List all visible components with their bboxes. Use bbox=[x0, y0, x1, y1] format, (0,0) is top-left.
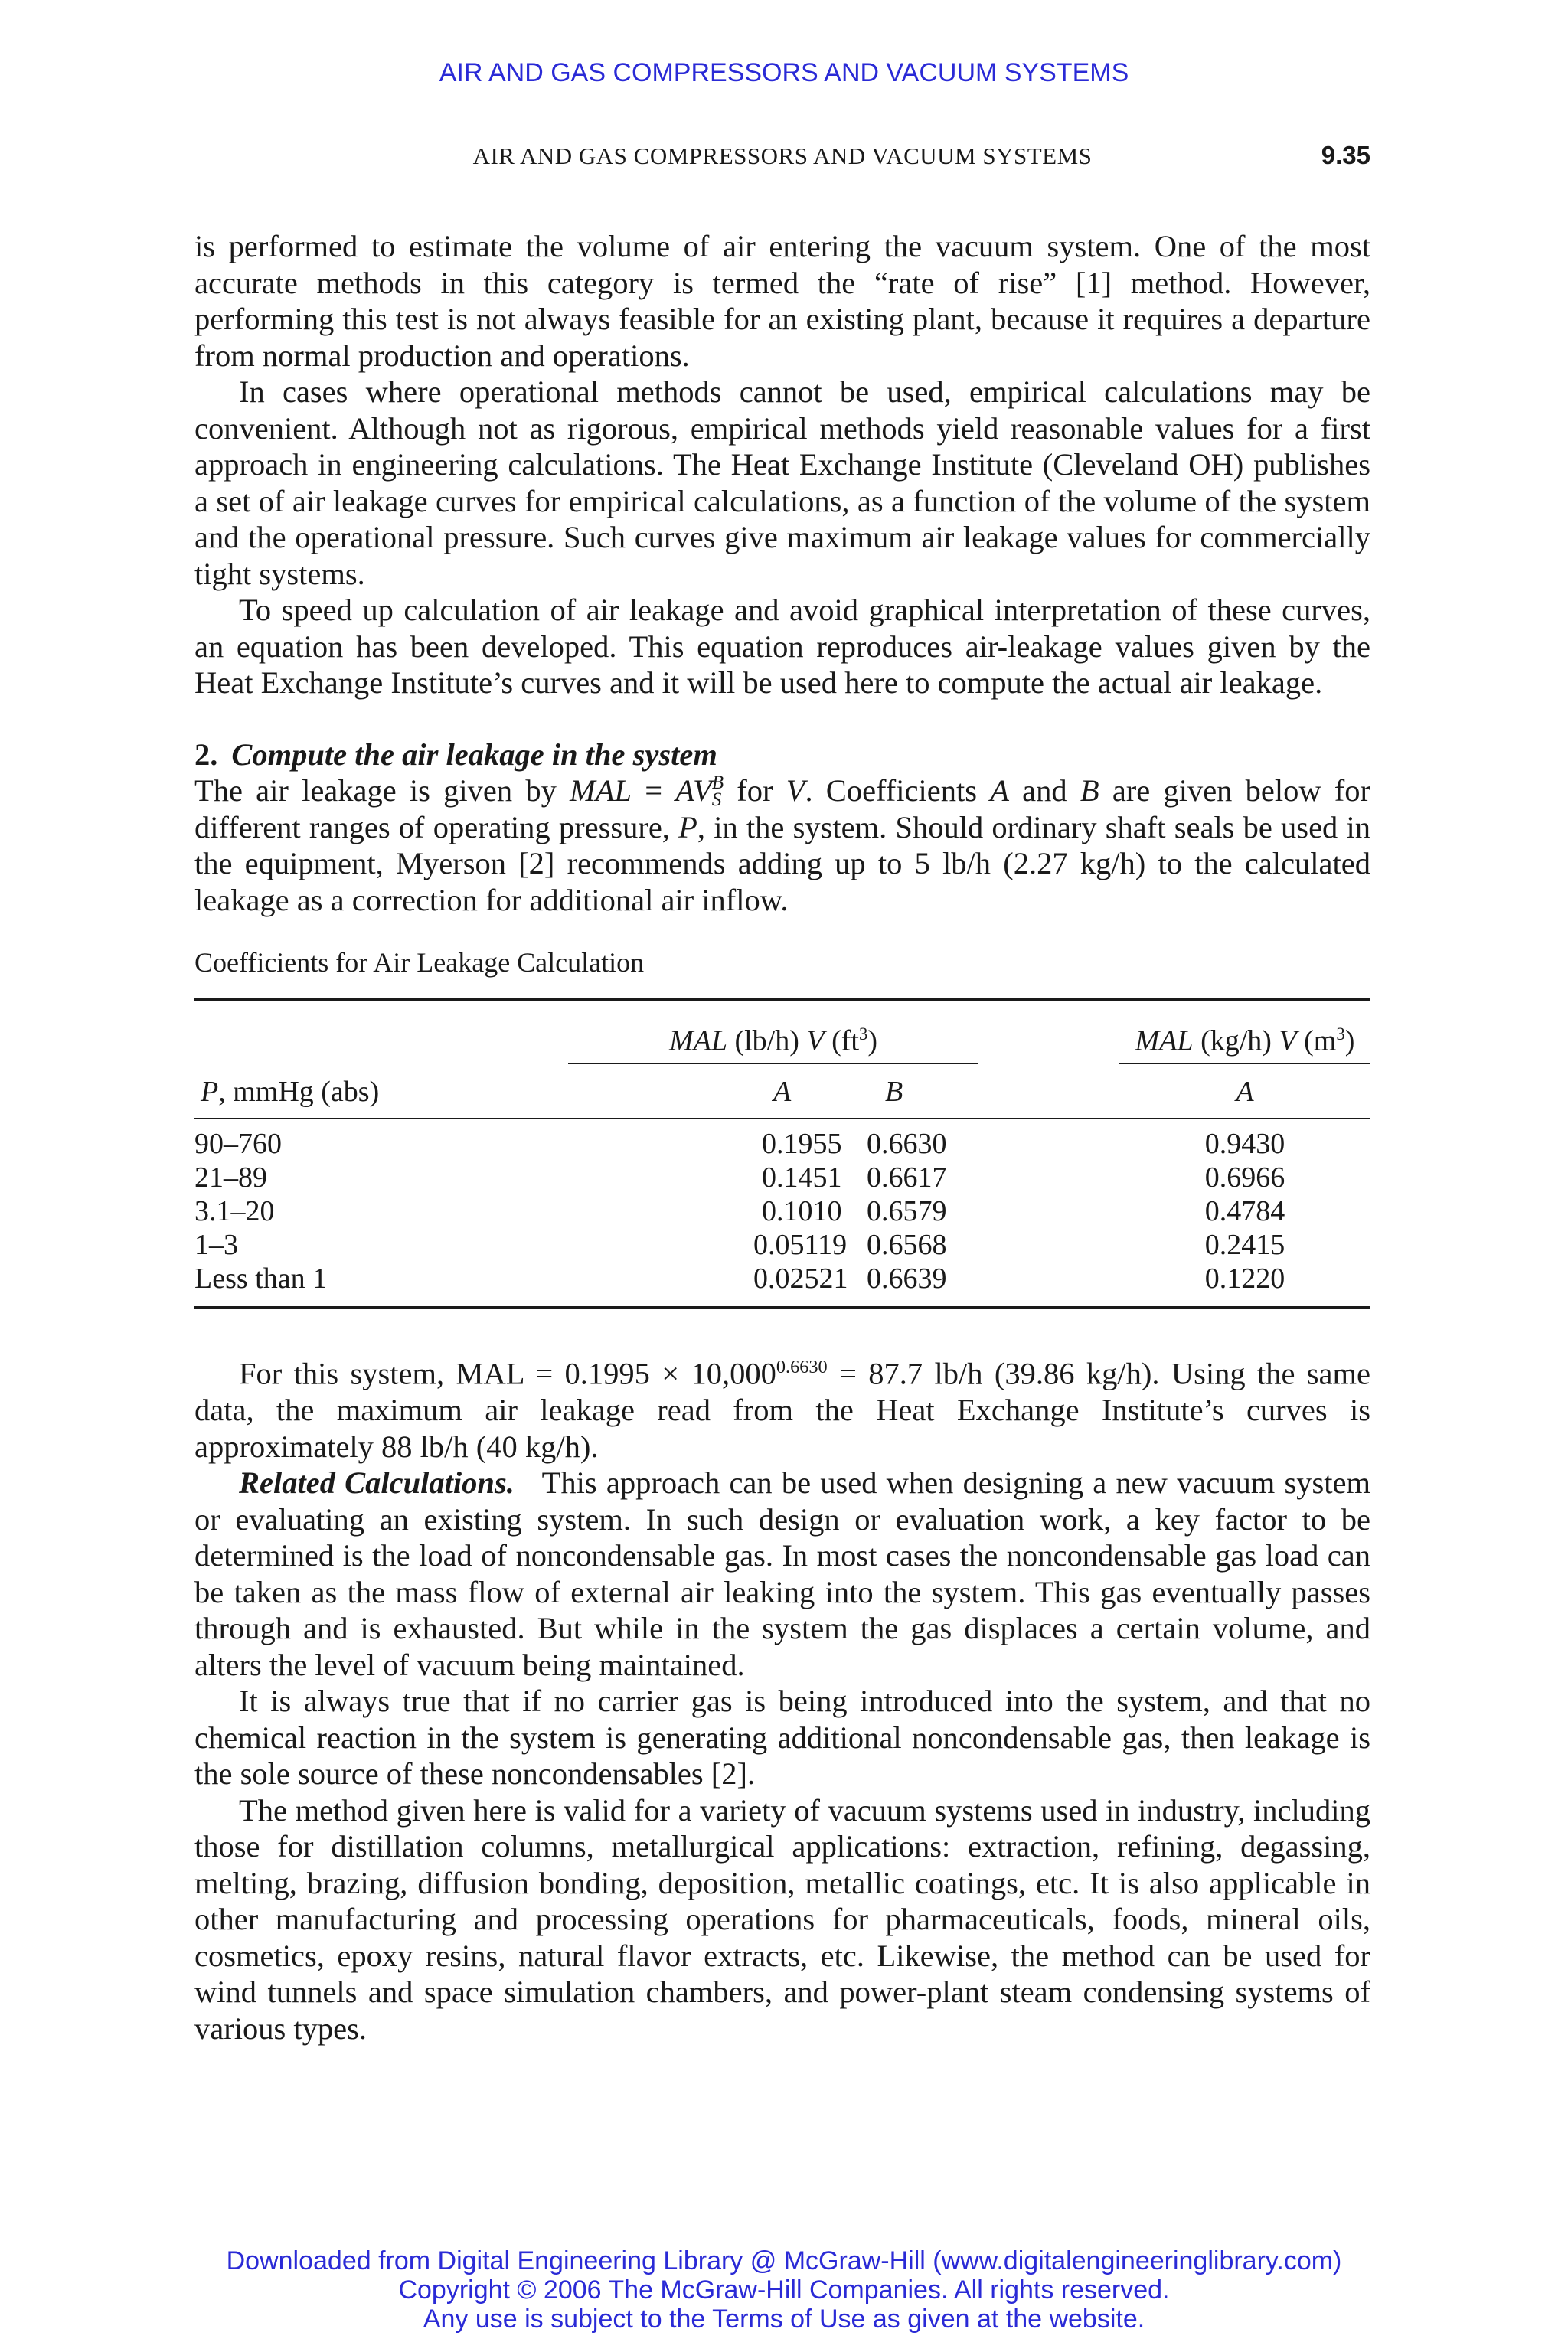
column-header-a-imperial: A bbox=[568, 1063, 850, 1119]
cell-a-metric: 0.9430 bbox=[1204, 1128, 1285, 1161]
text-span: (lb/h) bbox=[734, 1025, 799, 1058]
cell-pressure: Less than 1 bbox=[194, 1262, 568, 1308]
table-row bbox=[194, 1127, 1370, 1161]
page-number: 9.35 bbox=[1321, 141, 1370, 169]
table-row bbox=[194, 1262, 1370, 1308]
table-row bbox=[194, 1228, 1370, 1262]
column-header-pressure bbox=[194, 1063, 568, 1119]
equation-rhs bbox=[675, 772, 724, 811]
text-span: MAL bbox=[1135, 1025, 1194, 1058]
cell-a-imperial: 0.1010 bbox=[762, 1195, 842, 1228]
cell-a-imperial: 0.02521 bbox=[568, 1262, 850, 1308]
equation-subscript: S bbox=[711, 789, 722, 811]
step-title: Compute the air leakage in the system bbox=[231, 737, 717, 772]
cell-b: 0.6630 bbox=[867, 1128, 947, 1161]
group-header-metric bbox=[1119, 1018, 1370, 1063]
footer-line: Any use is subject to the Terms of Use as given at the website. bbox=[423, 2305, 1145, 2334]
site-header: AIR AND GAS COMPRESSORS AND VACUUM SYSTEMS bbox=[439, 58, 1129, 87]
cell-a-metric: 0.1220 bbox=[1119, 1262, 1370, 1308]
cell-a-metric: 0.2415 bbox=[1204, 1229, 1285, 1262]
text-span: = 87.7 lb/h (39.86 kg/h). Using the same data, the maximum air leakage read from the Heat Exchange Institute’s curves is approximately 88 lb/h (40 kg/h). bbox=[194, 1356, 1370, 1464]
text-span: are given below for different ranges of operating pressure, bbox=[194, 773, 1371, 844]
cell-pressure: 3.1–20 bbox=[194, 1195, 275, 1228]
text-span: (ft bbox=[831, 1025, 859, 1058]
cell-a-imperial: 0.1451 bbox=[762, 1161, 842, 1194]
var-p: P bbox=[678, 809, 697, 844]
paragraph: In cases where operational methods cannot be used, empirical calculations may be convenient. Although not as rigorous, empirical methods yield reasonable values for a first approach in engineering calculations. The Heat Exchange Institute (Cleveland OH) publishes a set of air leakage curves for empirical calculations, as a function of the volume of the system and the operational pressure. Such curves give maximum air leakage values for commercially tight systems. bbox=[194, 374, 1370, 591]
paragraph: The method given here is valid for a variety of vacuum systems used in industry, including those for distillation columns, metallurgical applications: extraction, refining, degassing, melting, brazing, diffusion bonding, deposition, metallic coatings, etc. It is also applicable in other manufacturing and processing operations for pharmaceuticals, foods, mineral oils, cosmetics, epoxy resins, natural flavor extracts, etc. Likewise, the method can be used for wind tunnels and space simulation chambers, and power-plant steam condensing systems of various types. bbox=[194, 1792, 1370, 2046]
text-span: V bbox=[1279, 1025, 1297, 1058]
text-span: , mmHg (abs) bbox=[218, 1075, 380, 1108]
text-span: and bbox=[1022, 773, 1067, 808]
text-span: P bbox=[201, 1075, 219, 1108]
text-span: for bbox=[737, 773, 773, 808]
cell-b: 0.6617 bbox=[867, 1161, 947, 1194]
var-v: V bbox=[786, 773, 805, 808]
table-column-header-row bbox=[194, 1063, 1370, 1119]
related-heading: Related Calculations. bbox=[239, 1465, 514, 1501]
text-span: ) bbox=[1344, 1025, 1355, 1058]
cell-a-imperial: 0.1955 bbox=[762, 1128, 842, 1161]
superscript: 3 bbox=[858, 1024, 868, 1044]
column-header-b: B bbox=[850, 1063, 1119, 1119]
table-row bbox=[194, 1194, 1370, 1228]
cell-b: 0.6639 bbox=[850, 1262, 1119, 1308]
cell-a-metric: 0.4784 bbox=[1204, 1195, 1285, 1228]
running-head bbox=[194, 142, 1370, 176]
equation-lhs: MAL bbox=[570, 773, 632, 808]
equation-base: AV bbox=[675, 773, 712, 808]
equation-equals: = bbox=[645, 773, 663, 808]
running-title: AIR AND GAS COMPRESSORS AND VACUUM SYSTEMS bbox=[472, 142, 1093, 169]
paragraph: It is always true that if no carrier gas is being introduced into the system, and that no chemical reaction in the system is generating additional noncondensable gas, then leakage is the sole source of these noncondensables [2]. bbox=[194, 1684, 1370, 1792]
text-span: (m bbox=[1304, 1025, 1337, 1058]
step-number: 2. bbox=[194, 737, 218, 772]
step-heading bbox=[194, 737, 1370, 773]
step-paragraph bbox=[194, 773, 1370, 918]
text-span: This approach can be used when designing a new vacuum system or evaluating an existing system. In such design or evaluation work, a key factor to be determined is the load of noncondensable gas. In most cases the noncondensable gas load can be taken as the mass flow of external air leaking into the system. This gas eventually passes through and is exhausted. But while in the system the gas displaces a certain volume, and alters the level of vacuum being maintained. bbox=[194, 1465, 1370, 1682]
superscript: 3 bbox=[1336, 1024, 1345, 1044]
text-span: , in the system. Should ordinary shaft seals be used in the equipment, Myerson [2] recommends adding up to 5 lb/h (2.27 kg/h) to the calculated leakage as a correction for additional air inflow. bbox=[194, 809, 1370, 917]
cell-b: 0.6579 bbox=[867, 1195, 947, 1228]
exponent: 0.6630 bbox=[776, 1357, 828, 1378]
cell-a-metric: 0.6966 bbox=[1204, 1161, 1285, 1194]
column-header-a-metric: A bbox=[1119, 1063, 1370, 1119]
footer-line: Downloaded from Digital Engineering Library @ McGraw-Hill (www.digitalengineeringlibrary.com) bbox=[226, 2246, 1342, 2275]
text-span: . Coefficients bbox=[805, 773, 978, 808]
table-group-header-row bbox=[194, 1018, 1370, 1063]
main-content bbox=[194, 228, 1370, 2047]
text-span: (kg/h) bbox=[1200, 1025, 1272, 1058]
related-paragraph bbox=[194, 1465, 1370, 1683]
paragraph: To speed up calculation of air leakage and avoid graphical interpretation of these curves, an equation has been developed. This equation reproduces air-leakage values given by the Heat Exchange Institute’s curves and it will be used here to compute the actual air leakage. bbox=[194, 593, 1370, 700]
coefficients-table bbox=[194, 998, 1370, 1309]
footer-line: Copyright © 2006 The McGraw-Hill Companies. All rights reserved. bbox=[398, 2275, 1170, 2305]
text-span: The air leakage is given by bbox=[194, 773, 557, 808]
table-caption: Coefficients for Air Leakage Calculation bbox=[194, 947, 645, 978]
cell-a-imperial: 0.05119 bbox=[753, 1229, 848, 1262]
cell-pressure: 1–3 bbox=[194, 1229, 238, 1262]
text-span: V bbox=[806, 1025, 825, 1058]
cell-pressure: 21–89 bbox=[194, 1161, 267, 1194]
text-span: MAL bbox=[668, 1025, 727, 1058]
cell-pressure: 90–760 bbox=[194, 1128, 282, 1161]
cell-b: 0.6568 bbox=[867, 1229, 947, 1262]
paragraph: is performed to estimate the volume of air entering the vacuum system. One of the most accurate methods in this category is termed the “rate of rise” [1] method. However, performing this test is not always feasible for an existing plant, because it requires a departure from normal production and operations. bbox=[194, 229, 1370, 373]
text-span: For this system, MAL = 0.1995 × 10,000 bbox=[239, 1356, 776, 1391]
var-a: A bbox=[990, 773, 1009, 808]
table-row bbox=[194, 1161, 1370, 1194]
footer bbox=[0, 2246, 1568, 2334]
text-span: ) bbox=[867, 1025, 878, 1058]
var-b: B bbox=[1080, 773, 1099, 808]
result-paragraph bbox=[194, 1349, 1370, 1465]
equation-superscript: B bbox=[711, 772, 724, 793]
group-header-imperial bbox=[568, 1018, 978, 1063]
